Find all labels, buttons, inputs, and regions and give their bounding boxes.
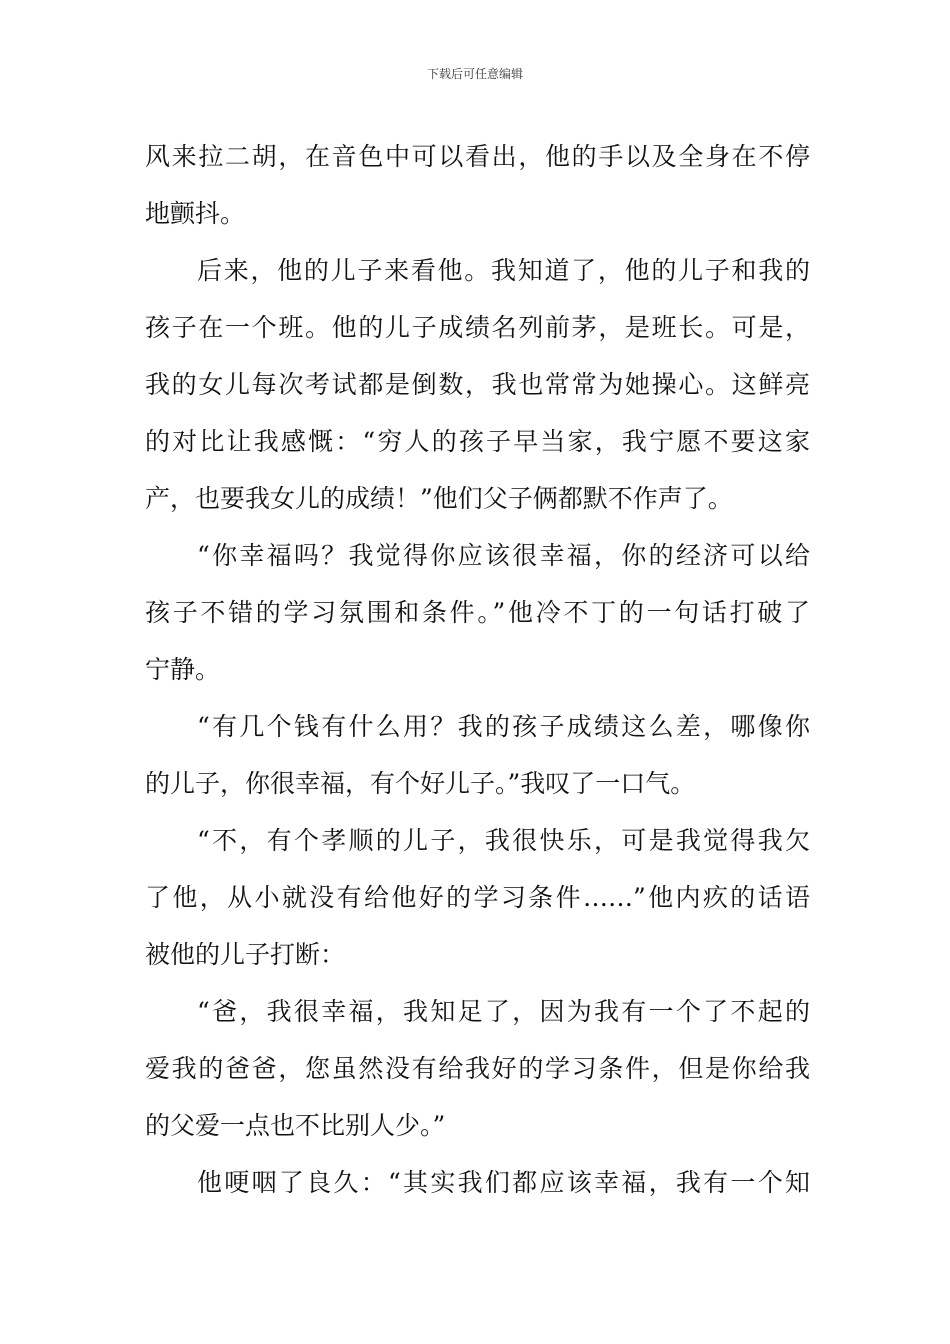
- text-line: 的儿子，你很幸福，有个好儿子。”我叹了一口气。: [145, 769, 696, 798]
- body-text: [145, 128, 810, 1211]
- text-line: “不，有个孝顺的儿子，我很快乐，可是我觉得我欠: [197, 826, 810, 855]
- text-line: “有几个钱有什么用？我的孩子成绩这么差，哪像你: [197, 712, 810, 741]
- text-line: 孩子在一个班。他的儿子成绩名列前茅，是班长。可是，: [145, 313, 810, 342]
- text-line: 我的女儿每次考试都是倒数，我也常常为她操心。这鲜亮: [145, 370, 810, 399]
- text-line: 了他，从小就没有给他好的学习条件……”他内疚的话语: [145, 883, 810, 912]
- text-line: 爱我的爸爸，您虽然没有给我好的学习条件，但是你给我: [145, 1054, 810, 1083]
- text-line: “爸，我很幸福，我知足了，因为我有一个了不起的: [197, 997, 810, 1026]
- text-line: 地颤抖。: [145, 199, 246, 228]
- text-line: 宁静。: [145, 655, 221, 684]
- text-line: 他哽咽了良久：“其实我们都应该幸福，我有一个知: [197, 1168, 810, 1197]
- text-line: 风来拉二胡，在音色中可以看出，他的手以及全身在不停: [145, 142, 810, 171]
- text-line: 产，也要我女儿的成绩！”他们父子俩都默不作声了。: [145, 484, 733, 513]
- page-header: 下载后可任意编辑: [426, 67, 523, 81]
- text-line: 后来，他的儿子来看他。我知道了，他的儿子和我的: [197, 256, 810, 285]
- text-line: 的父爱一点也不比别人少。”: [145, 1111, 446, 1140]
- text-line: 孩子不错的学习氛围和条件。”他冷不丁的一句话打破了: [145, 598, 810, 627]
- text-line: 的对比让我感慨：“穷人的孩子早当家，我宁愿不要这家: [145, 427, 810, 456]
- text-line: 被他的儿子打断：: [145, 940, 346, 969]
- text-line: “你幸福吗？我觉得你应该很幸福，你的经济可以给: [197, 541, 810, 570]
